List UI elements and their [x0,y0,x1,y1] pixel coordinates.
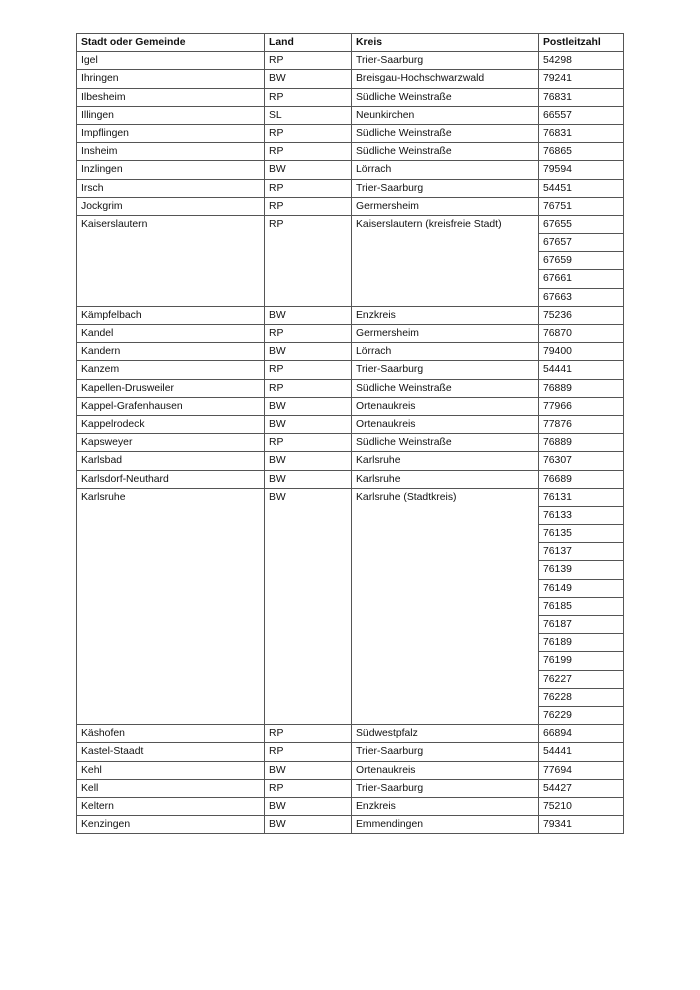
cell-land: RP [265,88,352,106]
cell-postleitzahl: 75236 [539,306,624,324]
cell-kreis: Karlsruhe [352,452,539,470]
cell-land: BW [265,761,352,779]
cell-postleitzahl: 76227 [539,670,624,688]
cell-postleitzahl: 66557 [539,106,624,124]
cell-stadt: Kell [77,779,265,797]
cell-land: BW [265,397,352,415]
cell-postleitzahl: 76689 [539,470,624,488]
cell-kreis: Südwestpfalz [352,725,539,743]
cell-kreis: Kaiserslautern (kreisfreie Stadt) [352,215,539,306]
cell-kreis: Südliche Weinstraße [352,379,539,397]
cell-postleitzahl: 76149 [539,579,624,597]
table-row [77,143,624,161]
cell-postleitzahl: 76187 [539,616,624,634]
header-land: Land [265,34,352,52]
cell-stadt: Inzlingen [77,161,265,179]
cell-land: BW [265,343,352,361]
cell-stadt: Impflingen [77,124,265,142]
cell-postleitzahl: 76751 [539,197,624,215]
cell-stadt: Irsch [77,179,265,197]
table-row [77,816,624,834]
cell-land: RP [265,197,352,215]
table-body [77,52,624,834]
cell-postleitzahl: 76865 [539,143,624,161]
cell-land: BW [265,415,352,433]
table-row [77,215,624,233]
cell-postleitzahl: 76228 [539,688,624,706]
cell-postleitzahl: 76135 [539,525,624,543]
cell-kreis: Lörrach [352,343,539,361]
cell-postleitzahl: 76889 [539,379,624,397]
cell-stadt: Kastel-Staadt [77,743,265,761]
cell-land: RP [265,725,352,743]
cell-kreis: Südliche Weinstraße [352,434,539,452]
cell-postleitzahl: 77966 [539,397,624,415]
table-row [77,779,624,797]
cell-land: BW [265,306,352,324]
table-row [77,325,624,343]
cell-stadt: Jockgrim [77,197,265,215]
table-row [77,452,624,470]
cell-stadt: Ihringen [77,70,265,88]
table-row [77,106,624,124]
cell-land: RP [265,434,352,452]
cell-postleitzahl: 76870 [539,325,624,343]
cell-postleitzahl: 54441 [539,361,624,379]
header-postleitzahl: Postleitzahl [539,34,624,52]
cell-postleitzahl: 76199 [539,652,624,670]
cell-stadt: Kandern [77,343,265,361]
cell-stadt: Igel [77,52,265,70]
cell-stadt: Kandel [77,325,265,343]
cell-stadt: Insheim [77,143,265,161]
table-row [77,179,624,197]
cell-land: BW [265,488,352,724]
cell-postleitzahl: 66894 [539,725,624,743]
cell-kreis: Germersheim [352,325,539,343]
cell-kreis: Ortenaukreis [352,415,539,433]
cell-kreis: Trier-Saarburg [352,779,539,797]
cell-land: RP [265,52,352,70]
cell-land: BW [265,452,352,470]
cell-postleitzahl: 76131 [539,488,624,506]
table-row [77,797,624,815]
cell-kreis: Ortenaukreis [352,761,539,779]
cell-kreis: Neunkirchen [352,106,539,124]
cell-postleitzahl: 76307 [539,452,624,470]
cell-postleitzahl: 67663 [539,288,624,306]
cell-stadt: Kappelrodeck [77,415,265,433]
cell-stadt: Kehl [77,761,265,779]
table-row [77,470,624,488]
table-row [77,197,624,215]
table-row [77,161,624,179]
cell-stadt: Kämpfelbach [77,306,265,324]
cell-postleitzahl: 54427 [539,779,624,797]
cell-kreis: Trier-Saarburg [352,361,539,379]
cell-land: BW [265,470,352,488]
cell-postleitzahl: 79594 [539,161,624,179]
table-row [77,488,624,506]
cell-land: BW [265,70,352,88]
header-kreis: Kreis [352,34,539,52]
table-row [77,52,624,70]
cell-postleitzahl: 79341 [539,816,624,834]
cell-postleitzahl: 67659 [539,252,624,270]
cell-postleitzahl: 54441 [539,743,624,761]
cell-land: RP [265,361,352,379]
cell-kreis: Südliche Weinstraße [352,143,539,161]
cell-stadt: Illingen [77,106,265,124]
cell-land: RP [265,325,352,343]
cell-postleitzahl: 76889 [539,434,624,452]
cell-kreis: Südliche Weinstraße [352,124,539,142]
cell-postleitzahl: 76189 [539,634,624,652]
cell-postleitzahl: 76137 [539,543,624,561]
table-row [77,88,624,106]
cell-postleitzahl: 79400 [539,343,624,361]
cell-land: RP [265,215,352,306]
cell-kreis: Emmendingen [352,816,539,834]
cell-stadt: Karlsruhe [77,488,265,724]
cell-kreis: Karlsruhe (Stadtkreis) [352,488,539,724]
cell-stadt: Karlsbad [77,452,265,470]
table-row [77,415,624,433]
cell-postleitzahl: 67657 [539,234,624,252]
table-row [77,343,624,361]
table-row [77,743,624,761]
header-stadt: Stadt oder Gemeinde [77,34,265,52]
cell-postleitzahl: 75210 [539,797,624,815]
cell-kreis: Breisgau-Hochschwarzwald [352,70,539,88]
cell-stadt: Kaiserslautern [77,215,265,306]
table-header-row [77,34,624,52]
cell-postleitzahl: 77694 [539,761,624,779]
cell-land: RP [265,779,352,797]
cell-land: RP [265,743,352,761]
postal-code-table [76,33,624,834]
cell-kreis: Germersheim [352,197,539,215]
table-row [77,379,624,397]
cell-postleitzahl: 76831 [539,124,624,142]
cell-kreis: Südliche Weinstraße [352,88,539,106]
cell-kreis: Trier-Saarburg [352,179,539,197]
cell-kreis: Karlsruhe [352,470,539,488]
cell-land: RP [265,143,352,161]
cell-stadt: Käshofen [77,725,265,743]
cell-kreis: Enzkreis [352,797,539,815]
cell-stadt: Kapellen-Drusweiler [77,379,265,397]
cell-stadt: Kappel-Grafenhausen [77,397,265,415]
cell-postleitzahl: 76185 [539,597,624,615]
cell-kreis: Trier-Saarburg [352,743,539,761]
cell-stadt: Karlsdorf-Neuthard [77,470,265,488]
cell-postleitzahl: 67661 [539,270,624,288]
cell-postleitzahl: 76229 [539,706,624,724]
table-row [77,306,624,324]
cell-stadt: Keltern [77,797,265,815]
table-row [77,397,624,415]
cell-kreis: Trier-Saarburg [352,52,539,70]
cell-stadt: Kapsweyer [77,434,265,452]
table-row [77,725,624,743]
cell-land: RP [265,124,352,142]
cell-kreis: Lörrach [352,161,539,179]
table-row [77,761,624,779]
table-row [77,434,624,452]
cell-postleitzahl: 76831 [539,88,624,106]
cell-land: RP [265,179,352,197]
cell-land: SL [265,106,352,124]
cell-postleitzahl: 76133 [539,506,624,524]
cell-land: BW [265,816,352,834]
cell-postleitzahl: 67655 [539,215,624,233]
cell-kreis: Ortenaukreis [352,397,539,415]
table-row [77,124,624,142]
table-row [77,361,624,379]
cell-land: BW [265,797,352,815]
cell-land: RP [265,379,352,397]
cell-stadt: Ilbesheim [77,88,265,106]
cell-land: BW [265,161,352,179]
cell-stadt: Kenzingen [77,816,265,834]
cell-postleitzahl: 76139 [539,561,624,579]
table-row [77,70,624,88]
cell-postleitzahl: 54451 [539,179,624,197]
cell-postleitzahl: 54298 [539,52,624,70]
cell-postleitzahl: 79241 [539,70,624,88]
cell-postleitzahl: 77876 [539,415,624,433]
cell-kreis: Enzkreis [352,306,539,324]
cell-stadt: Kanzem [77,361,265,379]
